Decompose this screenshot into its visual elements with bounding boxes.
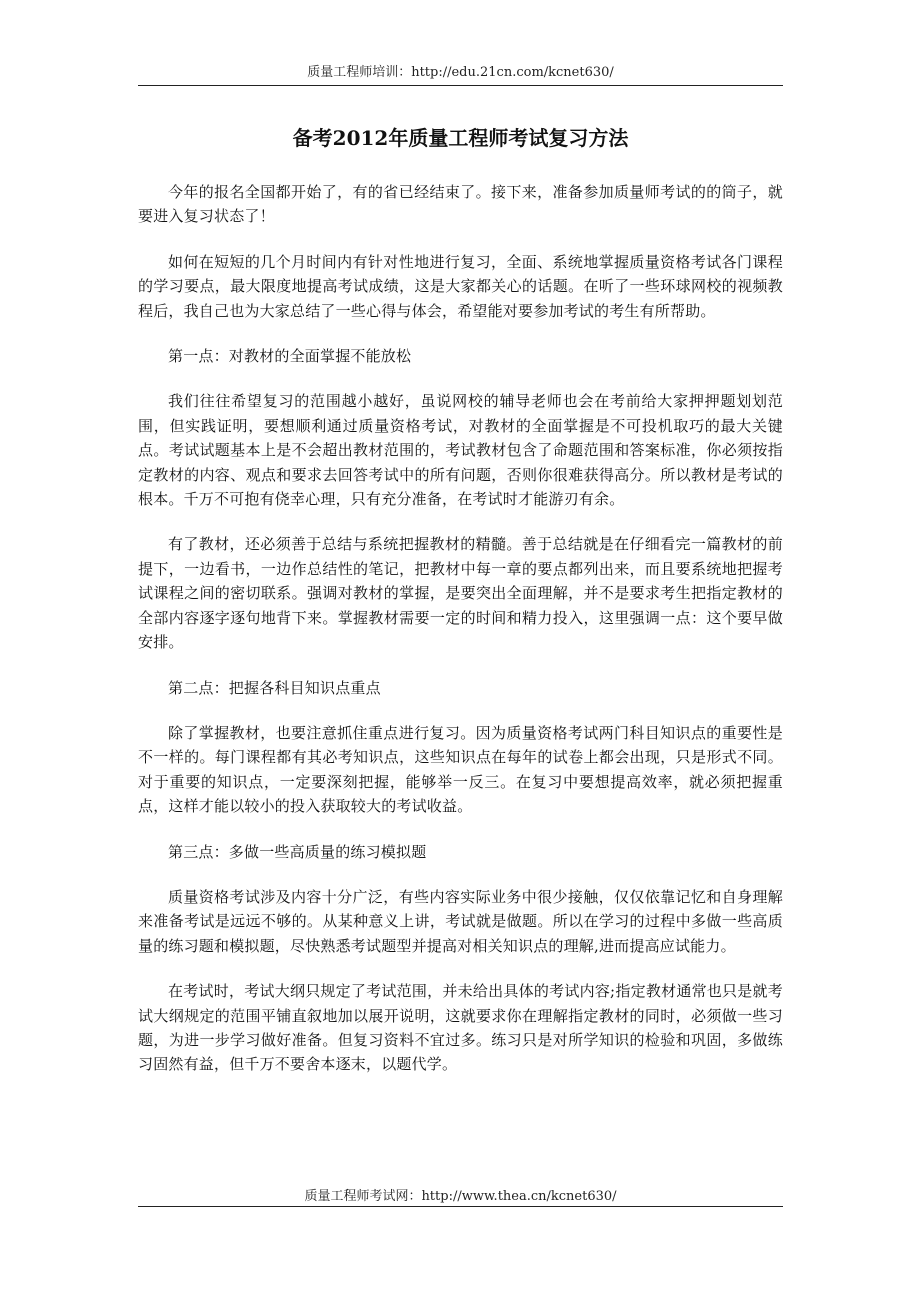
page-header: 质量工程师培训：http://edu.21cn.com/kcnet630/: [307, 65, 614, 80]
section-3-paragraph-2: 在考试时，考试大纲只规定了考试范围，并未给出具体的考试内容;指定教材通常也只是就考试大纲规定的范围平铺直叙地加以展开说明，这就要求你在理解指定教材的同时，必须做一些习题，为进一步学习做好准备。但复习资料不宜过多。练习只是对所学知识的检验和巩固，多做练习固然有益，但千万不要舍本逐末，以题代学。: [138, 982, 783, 1074]
page-footer: 质量工程师考试网：http://www.thea.cn/kcnet630/: [304, 1189, 617, 1204]
header-divider: [138, 85, 783, 86]
section-heading-1: 第一点：对教材的全面掌握不能放松: [168, 347, 412, 366]
document-title: 备考2012年质量工程师考试复习方法: [292, 126, 629, 150]
document-body: [138, 180, 783, 1098]
section-heading-3: 第三点：多做一些高质量的练习模拟题: [168, 842, 427, 861]
footer-divider: [138, 1206, 783, 1207]
intro-paragraph: 今年的报名全国都开始了，有的省已经结束了。接下来，准备参加质量师考试的的筒子，就要进入复习状态了！: [138, 183, 783, 226]
section-1-paragraph-2: 有了教材，还必须善于总结与系统把握教材的精髓。善于总结就是在仔细看完一篇教材的前提下，一边看书，一边作总结性的笔记，把教材中每一章的要点都列出来，而且要系统地把握考试课程之间的密切联系。强调对教材的掌握，是要突出全面理解，并不是要求考生把指定教材的全部内容逐字逐句地背下来。掌握教材需要一定的时间和精力投入，这里强调一点：这个要早做安排。: [138, 535, 783, 652]
section-2-paragraph-1: 除了掌握教材，也要注意抓住重点进行复习。因为质量资格考试两门科目知识点的重要性是不一样的。每门课程都有其必考知识点，这些知识点在每年的试卷上都会出现，只是形式不同。对于重要的知识点，一定要深刻把握，能够举一反三。在复习中要想提高效率，就必须把握重点，这样才能以较小的投入获取较大的考试收益。: [138, 723, 783, 816]
overview-paragraph: 如何在短短的几个月时间内有针对性地进行复习，全面、系统地掌握质量资格考试各门课程的学习要点，最大限度地提高考试成绩，这是大家都关心的话题。在听了一些环球网校的视频教程后，我自己也为大家总结了一些心得与体会，希望能对要参加考试的考生有所帮助。: [138, 252, 783, 320]
section-3-paragraph-1: 质量资格考试涉及内容十分广泛，有些内容实际业务中很少接触，仅仅依靠记忆和自身理解来准备考试是远远不够的。从某种意义上讲，考试就是做题。所以在学习的过程中多做一些高质量的练习题和模拟题，尽快熟悉考试题型并提高对相关知识点的理解,进而提高应试能力。: [138, 887, 783, 955]
section-1-paragraph-1: 我们往往希望复习的范围越小越好，虽说网校的辅导老师也会在考前给大家押押题划划范围，但实践证明，要想顺利通过质量资格考试，对教材的全面掌握是不可投机取巧的最大关键点。考试试题基本上是不会超出教材范围的，考试教材包含了命题范围和答案标准，你必须按指定教材的内容、观点和要求去回答考试中的所有问题，否则你很难获得高分。所以教材是考试的根本。千万不可抱有侥幸心理，只有充分准备，在考试时才能游刃有余。: [138, 392, 783, 509]
section-heading-2: 第二点：把握各科目知识点重点: [168, 678, 381, 697]
